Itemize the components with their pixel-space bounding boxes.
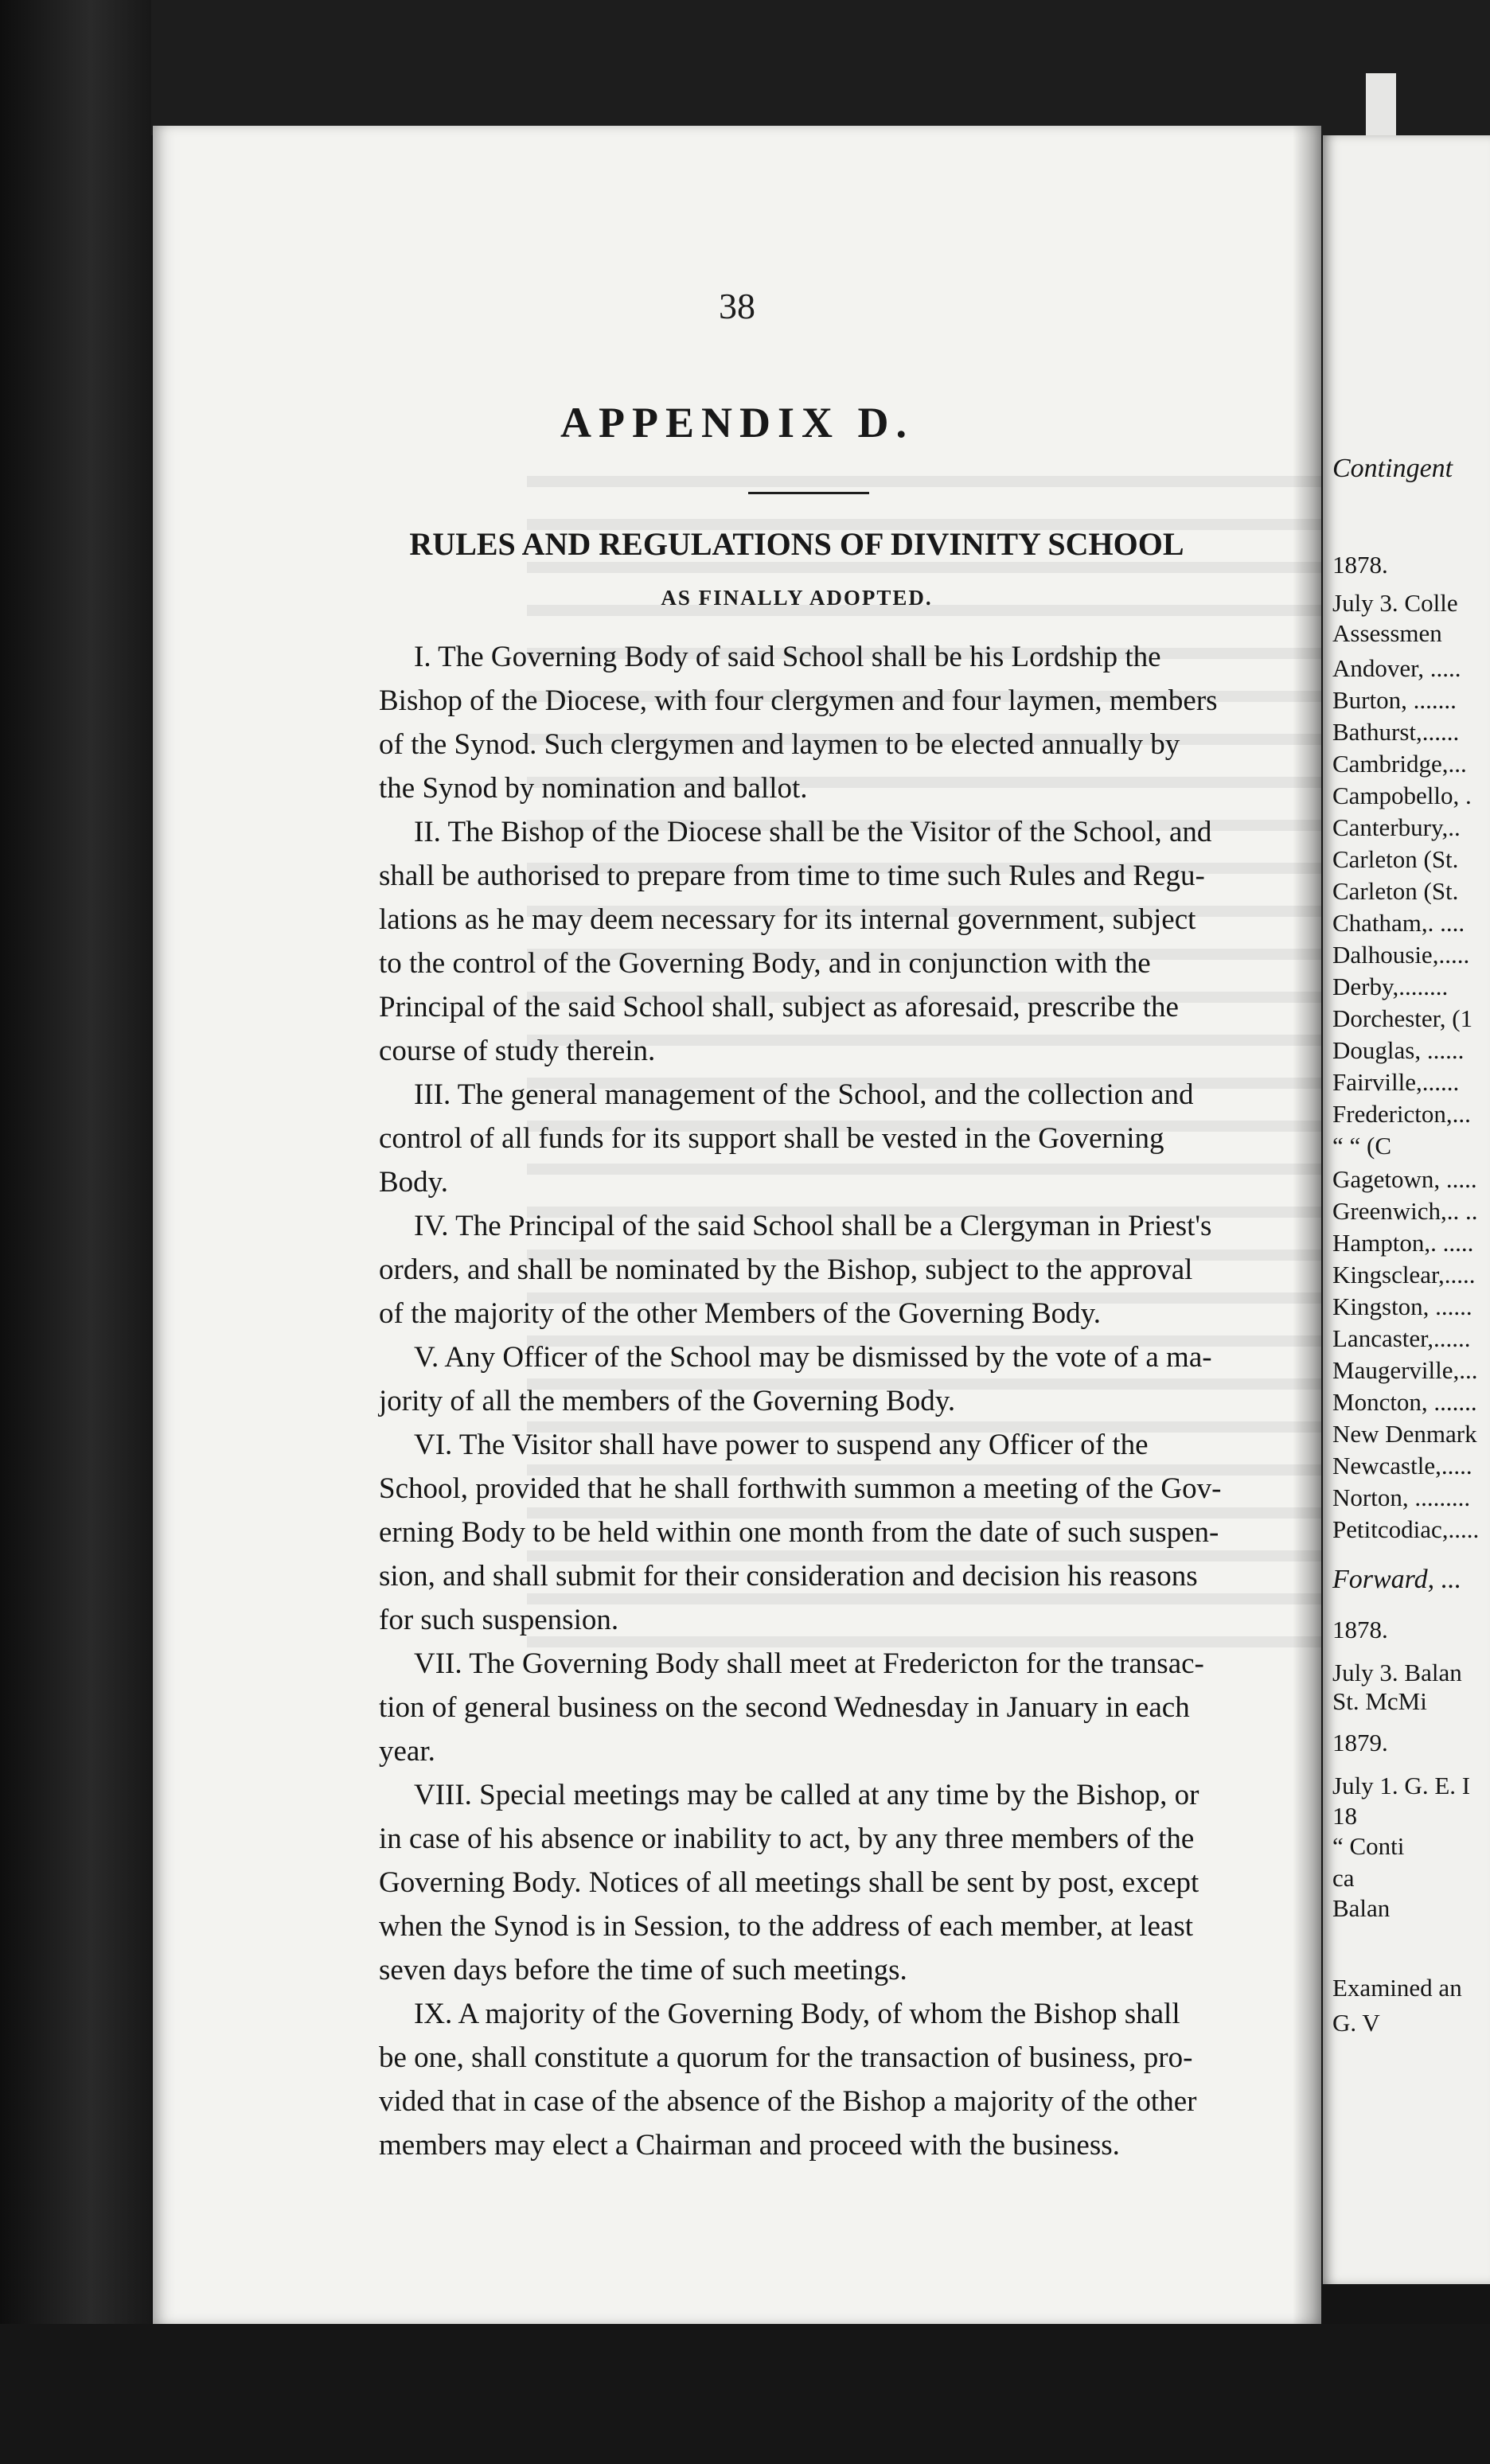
right-page-line: Petitcodiac,..... bbox=[1332, 1515, 1480, 1543]
right-page bbox=[1323, 135, 1490, 2284]
text-line: II. The Bishop of the Diocese shall be the Visitor of the School, and bbox=[414, 816, 1212, 848]
right-page-line: Fredericton,... bbox=[1332, 1100, 1471, 1128]
right-page-line: 1878. bbox=[1332, 551, 1388, 579]
right-page-line: Cambridge,... bbox=[1332, 750, 1467, 778]
right-page-line: 18 bbox=[1332, 1802, 1357, 1830]
text-line: lations as he may deem necessary for its internal government, subject bbox=[379, 903, 1196, 936]
right-page-line: Andover, ..... bbox=[1332, 654, 1461, 682]
text-line: tion of general business on the second Wednesday in January in each bbox=[379, 1691, 1190, 1724]
gutter-shadow bbox=[1293, 126, 1321, 2324]
text-line: VIII. Special meetings may be called at any time by the Bishop, or bbox=[414, 1779, 1199, 1811]
right-page-line: Douglas, ...... bbox=[1332, 1036, 1465, 1064]
scanner-background-top bbox=[0, 0, 1490, 135]
right-page-line: Dorchester, (1 bbox=[1332, 1004, 1473, 1032]
text-line: Principal of the said School shall, subject as aforesaid, prescribe the bbox=[379, 991, 1179, 1023]
right-page-line: Examined an bbox=[1332, 1974, 1462, 2002]
text-line: course of study therein. bbox=[379, 1035, 656, 1067]
text-line: VII. The Governing Body shall meet at Fredericton for the transac- bbox=[414, 1647, 1204, 1680]
text-line: in case of his absence or inability to act, by any three members of the bbox=[379, 1823, 1195, 1855]
section-heading: RULES AND REGULATIONS OF DIVINITY SCHOOL bbox=[409, 526, 1184, 562]
text-line: V. Any Officer of the School may be dismissed by the vote of a ma- bbox=[414, 1341, 1212, 1374]
text-line: erning Body to be held within one month from the date of such suspen- bbox=[379, 1516, 1219, 1549]
left-page bbox=[153, 126, 1321, 2324]
text-line: when the Synod is in Session, to the address of each member, at least bbox=[379, 1910, 1193, 1943]
right-page-line: Forward, ... bbox=[1332, 1565, 1462, 1594]
right-page-line: July 3. Colle bbox=[1332, 589, 1458, 617]
page-number: 38 bbox=[719, 286, 755, 326]
right-page-line: Derby,........ bbox=[1332, 973, 1449, 1000]
text-line: I. The Governing Body of said School shall be his Lordship the bbox=[414, 641, 1161, 673]
right-page-line: Fairville,...... bbox=[1332, 1068, 1460, 1096]
text-line: members may elect a Chairman and proceed with the business. bbox=[379, 2129, 1120, 2162]
right-page-line: Carleton (St. bbox=[1332, 845, 1459, 873]
text-line: of the majority of the other Members of the Governing Body. bbox=[379, 1297, 1101, 1330]
right-page-line: St. McMi bbox=[1332, 1687, 1427, 1715]
text-line: Governing Body. Notices of all meetings shall be sent by post, except bbox=[379, 1866, 1199, 1899]
right-page-line: Bathurst,...... bbox=[1332, 718, 1460, 746]
text-line: Bishop of the Diocese, with four clergymen and four laymen, members bbox=[379, 684, 1218, 717]
text-line: year. bbox=[379, 1735, 435, 1768]
right-page-line: Chatham,. .... bbox=[1332, 909, 1465, 937]
right-page-line: New Denmark bbox=[1332, 1420, 1477, 1448]
right-page-line: July 3. Balan bbox=[1332, 1659, 1462, 1686]
right-page-line: Newcastle,..... bbox=[1332, 1452, 1472, 1480]
text-line: the Synod by nomination and ballot. bbox=[379, 772, 808, 805]
right-page-line: “ “ (C bbox=[1332, 1132, 1392, 1160]
right-page-line: “ Conti bbox=[1332, 1832, 1405, 1860]
text-line: School, provided that he shall forthwith summon a meeting of the Gov- bbox=[379, 1472, 1222, 1505]
right-page-line: Assessmen bbox=[1332, 619, 1442, 647]
text-line: for such suspension. bbox=[379, 1604, 619, 1636]
text-line: seven days before the time of such meetings. bbox=[379, 1954, 907, 1986]
text-line: IX. A majority of the Governing Body, of whom the Bishop shall bbox=[414, 1998, 1180, 2030]
text-line: VI. The Visitor shall have power to suspend any Officer of the bbox=[414, 1429, 1149, 1461]
right-page-line: Lancaster,...... bbox=[1332, 1324, 1471, 1352]
right-page-line: ca bbox=[1332, 1864, 1355, 1892]
right-page-line: Kingston, ...... bbox=[1332, 1292, 1472, 1320]
right-page-line: Dalhousie,..... bbox=[1332, 941, 1470, 969]
right-page-line: Campobello, . bbox=[1332, 782, 1472, 809]
text-line: to the control of the Governing Body, and in conjunction with the bbox=[379, 947, 1151, 980]
text-line: of the Synod. Such clergymen and laymen to be elected annually by bbox=[379, 728, 1180, 761]
text-line: sion, and shall submit for their consideration and decision his reasons bbox=[379, 1560, 1198, 1593]
right-page-line: Kingsclear,..... bbox=[1332, 1261, 1476, 1289]
right-page-line: 1879. bbox=[1332, 1729, 1388, 1756]
right-page-line: 1878. bbox=[1332, 1616, 1388, 1643]
section-subheading: AS FINALLY ADOPTED. bbox=[661, 586, 933, 610]
text-line: orders, and shall be nominated by the Bishop, subject to the approval bbox=[379, 1253, 1193, 1286]
right-page-line: Gagetown, ..... bbox=[1332, 1165, 1477, 1193]
text-line: III. The general management of the School, and the collection and bbox=[414, 1078, 1194, 1111]
text-line: jority of all the members of the Governing Body. bbox=[379, 1385, 956, 1417]
right-page-line: Burton, ....... bbox=[1332, 686, 1457, 714]
text-line: Body. bbox=[379, 1166, 449, 1199]
right-page-line: Contingent bbox=[1332, 454, 1453, 483]
text-line: control of all funds for its support shall be vested in the Governing bbox=[379, 1122, 1164, 1155]
right-page-line: Canterbury,.. bbox=[1332, 813, 1461, 841]
appendix-title: APPENDIX D. bbox=[560, 399, 914, 446]
right-page-line: Carleton (St. bbox=[1332, 877, 1459, 905]
text-line: IV. The Principal of the said School shall be a Clergyman in Priest's bbox=[414, 1210, 1212, 1242]
text-line: vided that in case of the absence of the Bishop a majority of the other bbox=[379, 2085, 1197, 2118]
rules-body bbox=[379, 635, 1321, 2167]
title-rule bbox=[748, 492, 869, 494]
right-page-line: Balan bbox=[1332, 1894, 1391, 1922]
right-page-line: Maugerville,... bbox=[1332, 1356, 1478, 1384]
right-page-line: Moncton, ....... bbox=[1332, 1388, 1477, 1416]
scanner-background-left bbox=[0, 0, 151, 2464]
right-page-line: Hampton,. ..... bbox=[1332, 1229, 1474, 1257]
right-page-line: Greenwich,.. .. bbox=[1332, 1197, 1478, 1225]
right-page-line: Norton, ......... bbox=[1332, 1483, 1471, 1511]
text-line: be one, shall constitute a quorum for the transaction of business, pro- bbox=[379, 2041, 1193, 2074]
right-page-line: July 1. G. E. I bbox=[1332, 1772, 1471, 1799]
right-page-line: G. V bbox=[1332, 2009, 1380, 2037]
scanner-background-bottom bbox=[0, 2324, 1490, 2464]
text-line: shall be authorised to prepare from time to time such Rules and Regu- bbox=[379, 860, 1205, 892]
